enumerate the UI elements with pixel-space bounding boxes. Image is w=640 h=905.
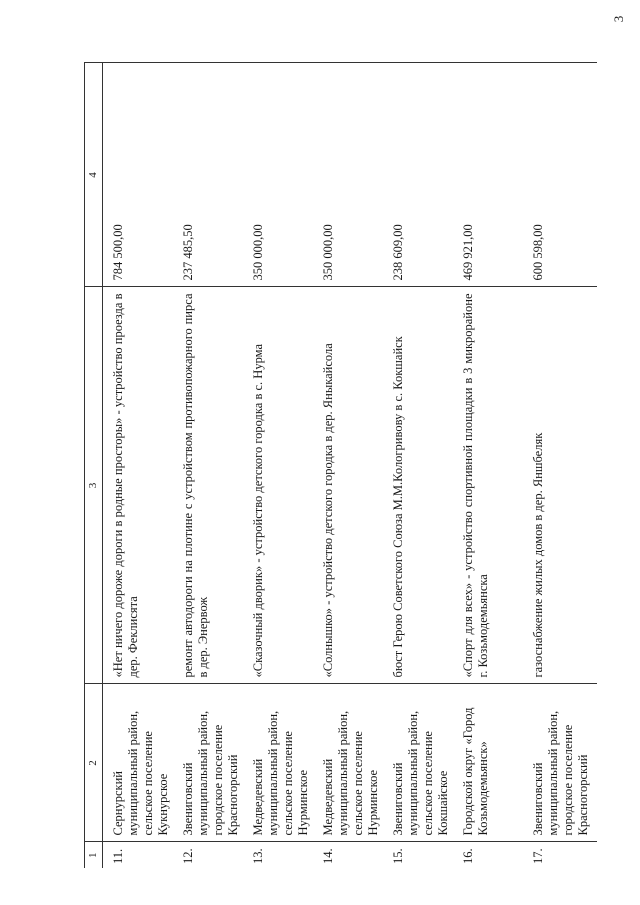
table-container [84,63,590,868]
municipality-cell: Звениговский муниципальный район, городское поселение Красногорский [527,684,597,842]
project-cell: «Нет ничего дороже дороги в родные просторы» - устройство проезда в дер. Феклисята [103,287,178,684]
amount-cell: 350 000,00 [247,63,317,287]
table-row [177,63,247,868]
row-number: 14. [317,842,387,868]
row-number: 17. [527,842,597,868]
municipality-cell: Звениговский муниципальный район, сельское поселение Кокшайское [387,684,457,842]
amount-cell: 600 598,00 [527,63,597,287]
project-cell: бюст Герою Советского Союза М.М.Кологривову в с. Кокшайск [387,287,457,684]
municipality-cell: Звениговский муниципальный район, городское поселение Красногорский [177,684,247,842]
header-row [85,63,103,868]
project-cell: «Сказочный дворик» - устройство детского городка в с. Нурма [247,287,317,684]
amount-cell: 469 921,00 [457,63,527,287]
table-row [247,63,317,868]
municipality-cell: Городской округ «Город Козьмодемьянск» [457,684,527,842]
header-col-1: 1 [85,842,103,868]
project-cell: ремонт автодороги на плотине с устройством противопожарного пирса в дер. Энервож [177,287,247,684]
projects-table [84,63,597,869]
amount-cell: 784 500,00 [103,63,178,287]
table-row [387,63,457,868]
amount-cell: 350 000,00 [317,63,387,287]
row-number: 11. [103,842,178,868]
project-cell: газоснабжение жилых домов в дер. Яншбеляк [527,287,597,684]
table-body [103,63,598,868]
table-header [85,63,103,868]
project-cell: «Солнышко» - устройство детского городка в дер. Яныкайсола [317,287,387,684]
table-row [527,63,597,868]
header-col-4: 4 [85,63,103,287]
row-number: 15. [387,842,457,868]
table-row [457,63,527,868]
amount-cell: 237 485,50 [177,63,247,287]
project-cell: «Спорт для всех» - устройство спортивной площадки в 3 микрорайоне г. Козьмодемьянска [457,287,527,684]
amount-cell: 238 609,00 [387,63,457,287]
municipality-cell: Медведевский муниципальный район, сельское поселение Нурминское [317,684,387,842]
municipality-cell: Сернурский муниципальный район, сельское поселение Кукнурское [103,684,178,842]
table-row [103,63,178,868]
header-col-3: 3 [85,287,103,684]
municipality-cell: Медведевский муниципальный район, сельское поселение Нурминское [247,684,317,842]
page-number: 3 [611,15,626,23]
header-col-2: 2 [85,684,103,842]
table-row [317,63,387,868]
rotated-table-frame [84,63,590,868]
row-number: 16. [457,842,527,868]
row-number: 13. [247,842,317,868]
row-number: 12. [177,842,247,868]
